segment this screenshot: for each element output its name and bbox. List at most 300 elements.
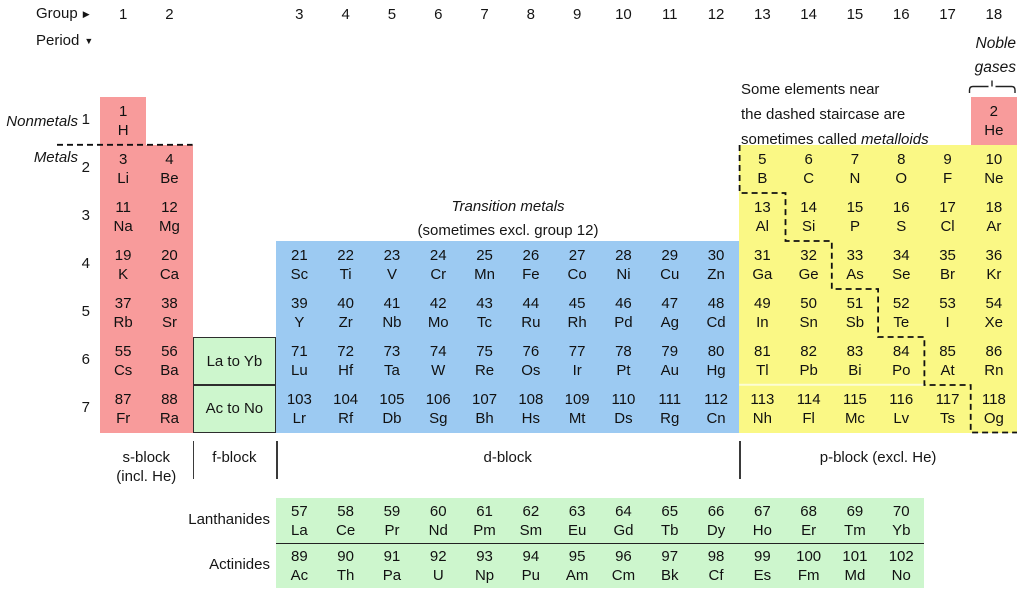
atomic-number: 103 [286,391,312,408]
group-arrow-icon: ▶ [82,9,90,19]
element-cell-Re [461,337,507,385]
atomic-number: 107 [472,391,498,408]
group-number-10: 10 [615,6,632,23]
element-cell-Gd [600,498,646,543]
element-cell-Ag [647,289,693,337]
atomic-number: 108 [518,391,544,408]
atomic-number: 74 [429,343,447,360]
element-symbol: Be [160,170,179,187]
atomic-number: 17 [939,199,956,216]
atomic-number: 23 [383,247,401,264]
lanthanides-label: Lanthanides [188,511,270,528]
atomic-number: 71 [290,343,308,360]
element-cell-Mt [554,385,600,433]
element-symbol: Ca [159,266,180,283]
element-cell-N [832,145,878,193]
atomic-number: 8 [897,151,906,168]
atomic-number: 61 [476,502,493,520]
group-number-12: 12 [707,6,725,23]
atomic-number: 114 [796,391,821,408]
element-cell-Yb [878,498,924,543]
period-number-1: 1 [81,111,90,128]
atomic-number: 89 [290,547,308,565]
element-cell-B [739,145,785,193]
element-symbol: Cm [611,566,636,584]
atomic-number: 58 [337,502,354,520]
element-cell-Pd [600,289,646,337]
element-symbol: P [849,218,860,235]
f-indicator-la-yb-label: La to Yb [206,352,263,370]
f-indicator-la-yb [193,337,277,385]
element-symbol: Au [660,362,679,379]
group-number-16: 16 [892,6,910,23]
atomic-number: 113 [750,391,775,408]
element-cell-Tm [832,498,878,543]
atomic-number: 62 [522,502,540,520]
element-cell-Fr [100,385,146,433]
element-symbol: Ds [614,410,633,427]
atomic-number: 45 [568,295,586,312]
element-symbol: Mg [159,218,180,235]
element-symbol: Pr [384,521,400,539]
element-cell-Ce [323,498,369,543]
period-number-3: 3 [81,207,90,224]
group-label: Group [36,5,78,22]
metalloid-note-line2: the dashed staircase are [741,106,906,123]
atomic-number: 76 [522,343,540,360]
atomic-number: 5 [758,151,767,168]
element-symbol: F [942,170,953,187]
element-symbol: Cd [706,314,726,331]
element-cell-Th [323,543,369,588]
atomic-number: 52 [892,295,910,312]
element-cell-I [924,289,970,337]
element-symbol: Ne [984,170,1004,187]
transition-metals-line1: Transition metals [451,198,565,215]
group-number-5: 5 [387,6,397,23]
element-symbol: C [803,170,815,187]
element-cell-Sm [508,498,554,543]
element-symbol: Rg [660,410,680,427]
element-symbol: Hf [338,362,354,379]
atomic-number: 100 [796,547,822,565]
metalloids-word: metalloids [861,131,929,148]
element-symbol: Fm [797,566,820,584]
element-cell-Er [786,498,832,543]
atomic-number: 96 [615,547,632,565]
atomic-number: 106 [425,391,451,408]
actinides-label: Actinides [209,556,270,573]
atomic-number: 31 [753,247,771,264]
element-symbol: Mt [568,410,586,427]
element-cell-Pa [369,543,415,588]
element-symbol: Cu [660,266,680,283]
element-symbol: Ag [660,314,679,331]
element-cell-Md [832,543,878,588]
element-cell-Cl [924,193,970,241]
element-symbol: Lv [893,410,910,427]
atomic-number: 64 [615,502,632,520]
atomic-number: 10 [985,151,1003,168]
group-number-15: 15 [846,6,864,23]
atomic-number: 38 [161,295,178,312]
element-symbol: Kr [986,266,1002,283]
element-symbol: Eu [567,521,587,539]
atomic-number: 18 [985,199,1003,216]
element-cell-No [878,543,924,588]
element-cell-Kr [971,241,1017,289]
element-symbol: Al [755,218,769,235]
element-symbol: Es [753,566,772,584]
p-block-label: p-block (excl. He) [819,449,937,466]
group-number-1: 1 [118,6,128,23]
atomic-number: 15 [846,199,864,216]
element-symbol: Nd [428,521,448,539]
metalloid-note-line1: Some elements near [741,81,880,98]
element-cell-Ho [739,498,785,543]
element-symbol: Fe [522,266,540,283]
atomic-number: 88 [161,391,178,408]
element-symbol: Tm [844,521,866,539]
atomic-number: 99 [753,547,771,565]
element-cell-Co [554,241,600,289]
atomic-number: 77 [568,343,586,360]
element-cell-Be [146,145,192,193]
element-symbol: Tb [660,521,679,539]
element-symbol: Ba [160,362,179,379]
element-symbol: At [940,362,955,379]
atomic-number: 25 [476,247,493,264]
atomic-number: 73 [383,343,401,360]
element-cell-Fe [508,241,554,289]
element-cell-Y [276,289,322,337]
f-d-divider-line [276,441,277,479]
atomic-number: 30 [707,247,725,264]
atomic-number: 39 [290,295,308,312]
element-cell-Tl [739,337,785,385]
metals-label: Metals [33,149,78,166]
element-symbol: Co [567,266,587,283]
element-symbol: Cs [113,362,133,379]
d-block-label: d-block [483,449,532,466]
atomic-number: 91 [383,547,401,565]
element-cell-Db [369,385,415,433]
atomic-number: 109 [564,391,590,408]
d-p-divider-line [739,441,740,479]
metalloid-note-line3: sometimes called metalloids [741,131,929,148]
element-cell-Sg [415,385,461,433]
element-cell-Cf [693,543,739,588]
atomic-number: 93 [476,547,493,565]
element-symbol: Pa [382,566,402,584]
element-symbol: Ir [572,362,582,379]
element-symbol: Gd [613,521,634,539]
element-cell-Sc [276,241,322,289]
element-symbol: No [891,566,911,584]
atomic-number: 97 [661,547,679,565]
element-symbol: Sc [290,266,309,283]
atomic-number: 87 [114,391,132,408]
period-number-4: 4 [81,255,90,272]
element-symbol: Dy [706,521,726,539]
s-f-divider-line [193,441,194,479]
atomic-number: 75 [476,343,493,360]
element-cell-Cs [100,337,146,385]
group-number-3: 3 [295,6,304,23]
element-symbol: Cf [708,566,724,584]
element-symbol: Bh [475,410,494,427]
element-symbol: Ra [159,410,180,427]
element-cell-P [832,193,878,241]
element-cell-La [276,498,322,543]
element-cell-Lr [276,385,322,433]
atomic-number: 112 [704,391,728,408]
element-symbol: H [117,122,129,139]
element-cell-O [878,145,924,193]
atomic-number: 69 [846,502,864,520]
element-cell-Og [971,385,1017,433]
element-cell-Hg [693,337,739,385]
atomic-number: 50 [800,295,817,312]
atomic-number: 37 [114,295,132,312]
element-cell-Nb [369,289,415,337]
atomic-number: 27 [568,247,586,264]
nonmetals-label: Nonmetals [6,113,78,130]
noble-gases-line1: Noble [975,35,1016,52]
element-symbol: S [896,218,907,235]
element-cell-Ts [924,385,970,433]
element-cell-Mc [832,385,878,433]
element-symbol: W [431,362,446,379]
element-symbol: Sm [519,521,543,539]
atomic-number: 111 [658,391,682,408]
atomic-number: 9 [943,151,952,168]
atomic-number: 72 [337,343,354,360]
transition-metals-note [358,195,658,243]
element-symbol: Ar [986,218,1002,235]
period-number-2: 2 [81,159,90,176]
element-symbol: Ho [752,521,772,539]
group-number-11: 11 [661,6,678,23]
atomic-number: 60 [429,502,447,520]
atomic-number: 40 [337,295,354,312]
element-symbol: Er [801,521,817,539]
element-cell-Mg [146,193,192,241]
element-symbol: K [118,266,129,283]
atomic-number: 26 [522,247,540,264]
element-symbol: La [290,521,308,539]
element-cell-Nh [739,385,785,433]
element-cell-Hs [508,385,554,433]
element-symbol: Rf [338,410,354,427]
atomic-number: 118 [981,391,1006,408]
period-header [36,32,93,49]
group-number-2: 2 [165,6,174,23]
element-cell-Ne [971,145,1017,193]
element-symbol: Zn [707,266,725,283]
period-number-7: 7 [81,399,90,416]
element-cell-Au [647,337,693,385]
atomic-number: 84 [892,343,910,360]
atomic-number: 90 [337,547,354,565]
element-cell-Rf [323,385,369,433]
element-symbol: Ge [798,266,819,283]
element-cell-C [786,145,832,193]
element-symbol: He [984,122,1004,139]
atomic-number: 48 [707,295,725,312]
element-symbol: Pt [616,362,631,379]
atomic-number: 32 [800,247,817,264]
atomic-number: 19 [114,247,132,264]
element-symbol: Nb [382,314,402,331]
atomic-number: 115 [842,391,867,408]
element-cell-Br [924,241,970,289]
element-symbol: Pd [614,314,633,331]
element-cell-Cm [600,543,646,588]
element-symbol: N [849,170,861,187]
group-number-8: 8 [526,6,535,23]
element-cell-Cd [693,289,739,337]
element-symbol: Pm [473,521,496,539]
element-cell-Ga [739,241,785,289]
element-cell-Pm [461,498,507,543]
atomic-number: 7 [850,151,860,168]
element-cell-F [924,145,970,193]
atomic-number: 34 [892,247,910,264]
atomic-number: 85 [939,343,956,360]
element-symbol: Cr [430,266,447,283]
element-symbol: Np [474,566,495,584]
element-symbol: Rh [567,314,587,331]
atomic-number: 44 [522,295,540,312]
element-symbol: Y [294,314,305,331]
element-cell-Na [100,193,146,241]
element-symbol: O [895,170,908,187]
element-symbol: Ni [616,266,631,283]
element-cell-Ca [146,241,192,289]
atomic-number: 79 [661,343,679,360]
element-cell-Xe [971,289,1017,337]
element-cell-Ar [971,193,1017,241]
element-cell-Rn [971,337,1017,385]
atomic-number: 56 [161,343,178,360]
atomic-number: 42 [429,295,447,312]
element-cell-Ba [146,337,192,385]
element-cell-Lv [878,385,924,433]
element-symbol: Ts [940,410,956,427]
atomic-number: 78 [615,343,632,360]
element-symbol: Db [382,410,402,427]
atomic-number: 66 [707,502,725,520]
element-symbol: Po [892,362,911,379]
element-cell-Cr [415,241,461,289]
element-symbol: Lr [292,410,306,427]
element-cell-Fl [786,385,832,433]
group-number-9: 9 [572,6,582,23]
period-label: Period [36,32,80,49]
element-symbol: Os [521,362,541,379]
element-cell-Ni [600,241,646,289]
atomic-number: 12 [161,199,178,216]
group-number-17: 17 [939,6,956,23]
atomic-number: 1 [118,103,128,120]
element-symbol: Sg [429,410,448,427]
element-symbol: Tc [477,314,493,331]
atomic-number: 59 [383,502,401,520]
element-symbol: U [432,566,444,584]
element-cell-S [878,193,924,241]
element-cell-K [100,241,146,289]
element-cell-Cu [647,241,693,289]
atomic-number: 21 [290,247,308,264]
element-symbol: Rn [984,362,1004,379]
element-cell-Ra [146,385,192,433]
atomic-number: 13 [753,199,771,216]
element-cell-Bk [647,543,693,588]
element-cell-Rg [647,385,693,433]
s-block-label: s-block (incl. He) [100,448,193,486]
element-symbol: Sn [799,314,818,331]
atomic-number: 104 [333,391,359,408]
atomic-number: 92 [429,547,447,565]
element-symbol: Hg [706,362,726,379]
atomic-number: 46 [615,295,632,312]
element-symbol: Br [940,266,956,283]
element-cell-Ac [276,543,322,588]
atomic-number: 35 [939,247,956,264]
group-number-13: 13 [753,6,771,23]
element-symbol: Nh [752,410,772,427]
element-symbol: V [386,266,397,283]
f-block-label: f-block [212,449,257,466]
element-cell-Pb [786,337,832,385]
element-cell-Ds [600,385,646,433]
element-symbol: Na [113,218,133,235]
element-symbol: Rb [113,314,133,331]
atomic-number: 116 [889,391,914,408]
element-cell-Sr [146,289,192,337]
atomic-number: 24 [429,247,447,264]
atomic-number: 94 [522,547,540,565]
atomic-number: 105 [379,391,405,408]
atomic-number: 65 [661,502,679,520]
element-cell-Se [878,241,924,289]
element-cell-Te [878,289,924,337]
f-indicator-ac-no-label: Ac to No [205,400,264,418]
group-number-6: 6 [434,6,443,23]
atomic-number: 20 [161,247,178,264]
element-symbol: In [756,314,769,331]
atomic-number: 110 [611,391,636,408]
noble-gases-line2: gases [974,59,1016,76]
element-symbol: Sb [845,314,865,331]
atomic-number: 36 [985,247,1003,264]
atomic-number: 22 [337,247,354,264]
atomic-number: 4 [165,151,174,168]
element-symbol: Zr [338,314,353,331]
element-cell-As [832,241,878,289]
group-numbers-row [0,6,1024,24]
element-symbol: Bk [660,566,679,584]
noble-gases-label [946,32,1016,80]
element-cell-Eu [554,498,600,543]
element-symbol: Pb [799,362,818,379]
atomic-number: 101 [842,547,868,565]
element-cell-Am [554,543,600,588]
atomic-number: 6 [804,151,813,168]
atomic-number: 49 [753,295,771,312]
atomic-number: 14 [800,199,817,216]
